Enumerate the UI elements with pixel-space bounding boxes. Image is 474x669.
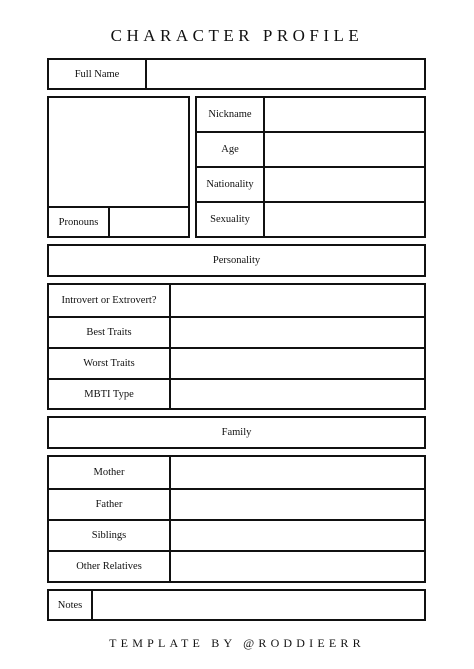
photo-box[interactable] — [47, 96, 190, 238]
pronouns-label: Pronouns — [58, 216, 99, 228]
nickname-label: Nickname — [208, 109, 252, 120]
pronouns-field[interactable] — [110, 208, 188, 236]
siblings-field[interactable] — [171, 521, 424, 550]
footer-credit: TEMPLATE BY @RODDIEERR — [109, 636, 365, 650]
mbti-type-label: MBTI Type — [84, 388, 134, 400]
age-field[interactable] — [265, 133, 424, 166]
worst-traits-label: Worst Traits — [83, 358, 135, 369]
worst-traits-field[interactable] — [171, 349, 424, 378]
notes-field[interactable] — [93, 591, 424, 619]
sexuality-label: Sexuality — [210, 214, 250, 225]
nickname-field[interactable] — [265, 98, 424, 131]
other-relatives-label: Other Relatives — [76, 561, 142, 572]
notes-label: Notes — [57, 599, 83, 611]
introvert-extrovert-field[interactable] — [171, 285, 424, 316]
personality-table — [47, 283, 426, 410]
introvert-extrovert-label: Introvert or Extrovert? — [61, 295, 157, 306]
family-header: Family — [47, 416, 426, 449]
nationality-field[interactable] — [265, 168, 424, 201]
full-name-row — [47, 58, 426, 90]
best-traits-field[interactable] — [171, 318, 424, 347]
father-field[interactable] — [171, 490, 424, 519]
other-relatives-field[interactable] — [171, 552, 424, 581]
notes-row — [47, 589, 426, 621]
mbti-type-field[interactable] — [171, 380, 424, 408]
full-name-field[interactable] — [147, 60, 424, 88]
nationality-label: Nationality — [206, 179, 254, 190]
page-title: CHARACTER PROFILE — [110, 26, 364, 45]
sexuality-field[interactable] — [265, 203, 424, 236]
basic-info-table — [195, 96, 426, 238]
best-traits-label: Best Traits — [86, 327, 132, 338]
mother-label: Mother — [93, 467, 125, 478]
age-label: Age — [221, 144, 239, 155]
father-label: Father — [95, 499, 123, 510]
full-name-label: Full Name — [74, 68, 120, 80]
family-table — [47, 455, 426, 583]
personality-header: Personality — [47, 244, 426, 277]
siblings-label: Siblings — [91, 530, 127, 541]
mother-field[interactable] — [171, 457, 424, 488]
